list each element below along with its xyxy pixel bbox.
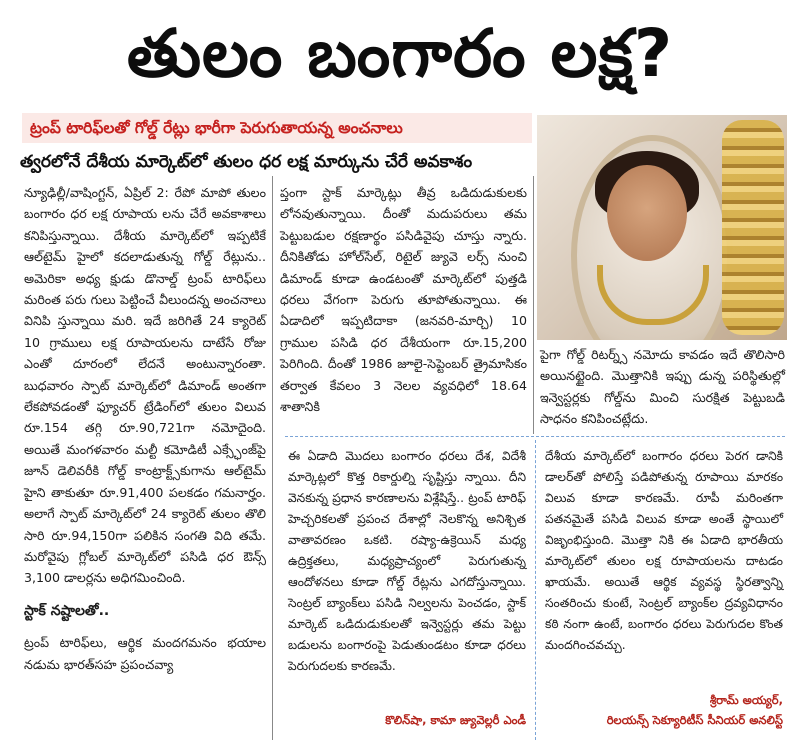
article-column-2: [280, 182, 527, 417]
kicker: ట్రంప్ టారిఫ్‌లతో గోల్డ్ రేట్లు భారీగా పెరుగుతాయన్న అంచనాలు: [22, 113, 532, 143]
article-paragraph: ట్రంప్ టారిఫ్‌లు, ఆర్థిక మందగమనం భయాల నడుమ భారత్‌సహ ప్రపంచవ్యా: [24, 635, 266, 672]
expert-quote-left: [288, 446, 526, 677]
expert-quote-right: [545, 446, 783, 656]
face-shape: [607, 165, 687, 261]
quote-signature: కొలిన్‌షా, కామా జ్యువెల్లరీ ఎండీ: [385, 713, 526, 727]
column-divider: [272, 176, 273, 434]
article-column-3: [540, 344, 785, 430]
article-paragraph: న్యూఢిల్లీ/వాషింగ్టన్, ఏప్రిల్ 2: రేపో మాపో తులం బంగారం ధర లక్ష రూపాయ లను చేరే అవకాశాలు కనిపిస్తున్నాయి. దేశీయ మార్కెట్‌లో ఇప్పటికే ఆల్‌టైమ్ హైలో కదలాడుతున్న గోల్డ్ రేట్లును.. అమెరికా అధ్య క్షుడు డొనాల్డ్ ట్రంప్ టారిఫ్‌లు మరింత పరు గులు పెట్టించే వీలుందన్న అంచనాలు వినిపి స్తున్నాయి మరి. ఇదే జరిగితే 24 క్యారెట్ 10 గ్రాములు లక్ష రూపాయలను దాటేసే రోజు ఎంతో దూరంలో లేదనే అంటున్నారంతా. బుధవారం స్పాట్ మార్కెట్‌లో డిమాండ్ అంతగా లేకపోవడంతో ఫ్యూచర్ ట్రేడింగ్‌లో తులం విలువ రూ.154 తగ్గి రూ.90,721గా నమోదైంది. అయితే మంగళవారం మల్టీ కమోడిటీ ఎక్స్ఛేంజ్‌పై జూన్ డెలివరీకి గోల్డ్ కాంట్రాక్ట్స్‌కుగాను ఆల్‌టైమ్ హైని తాకుతూ రూ.91,400 పలకడం గమనార్హం. అలాగే స్పాట్ మార్కెట్‌లో 24 క్యారెట్ తులం తొలి సారి రూ.94,150గా పలికిన సంగతి విది తమే. మరోవైపు గ్లోబల్ మార్కెట్‌లో పసిడి ధర ఔన్స్ 3,100 డాలర్లను అధిగమించింది.: [24, 185, 266, 586]
headline: తులం బంగారం లక్ష?: [126, 15, 674, 92]
gold-jewellery-shape: [722, 120, 784, 335]
quote-signature-name: శ్రీరామ్ అయ్యర్,: [709, 693, 783, 707]
column-divider: [533, 176, 534, 434]
column-divider: [272, 434, 273, 740]
quote-box-border: [285, 436, 785, 437]
section-subhead: స్టాక్ నష్టాలతో..: [24, 602, 110, 619]
quote-text: దేశీయ మార్కెట్‌లో బంగారం ధరలు పెరగ డానికి డాలర్‌తో పోలిస్తే పడిపోతున్న రూపాయి మారకం విలువ కూడా కారణమే. రూపీ మరింతగా పతనమైతే పసిడి విలువ కూడా అంతే స్థాయిలో విజృంభిస్తుంది. మొత్తా నికి ఈ ఏడాది భారతీయ మార్కెట్‌లో తులం లక్ష రూపాయలను దాటడం ఖాయమే. అయితే ఆర్థిక వ్యవస్థ స్థిరత్వాన్ని సంతరించు కుంటే, సెంట్రల్ బ్యాంక్‌ల ద్రవ్యవిధానం కఠి నంగా ఉంటే, బంగారం ధరలు పెరుగుదల కొంత మందగించవచ్చు.: [545, 449, 783, 652]
article-paragraph: ప్తంగా స్టాక్ మార్కెట్లు తీవ్ర ఒడిదుడుకులకు లోనవుతున్నాయి. దీంతో మదుపరులు తమ పెట్టుబడుల రక్షణార్థం పసిడివైపు చూస్తు న్నారు. దీనికితోడు హోల్‌సేల్, రిటైల్ జ్యువె లర్స్ నుంచి డిమాండ్ కూడా ఉండటంతో మార్కెట్‌లో పుత్తడి ధరలు వేగంగా పెరుగు తూపోతున్నాయి. ఈ ఏడాదిలో ఇప్పటిదాకా (జనవరి-మార్చి) 10 గ్రాముల పసిడి ధర దేశీయంగా రూ.15,200 పెరిగింది. దీంతో 1986 జూలై-సెప్టెంబర్ త్రైమాసికం తర్వాత కేవలం 3 నెలల వ్యవధిలో 18.64 శాతానికి: [280, 185, 527, 415]
quote-box-divider: [535, 440, 536, 740]
photo-woman-gold-jewellery: [537, 115, 787, 340]
quote-text: ఈ ఏడాది మొదలు బంగారం ధరలు దేశ, విదేశీ మార్కెట్లలో కొత్త రికార్డుల్ని సృష్టిస్తు న్నాయి. దీని వెనకున్న ప్రధాన కారణాలను విశ్లేషిస్తే.. ట్రంప్ టారిఫ్ హెచ్చరికలతో ప్రపంచ దేశాల్లో నెలకొన్న అనిశ్చిత వాతావరణం ఒకటి. రష్యా-ఉక్రెయిన్ మధ్య ఉద్రిక్తతలు, మధ్యప్రాచ్యంలో పెరుగుతున్న ఆందోళనలు కూడా గోల్డ్ రేట్లను ఎగదోస్తున్నాయి. సెంట్రల్ బ్యాంక్‌లు పసిడి నిల్వలను పెంచడం, స్టాక్ మార్కెట్ ఒడిదుడుకులతో ఇన్వెస్టర్లు తమ పెట్టు బడులను బంగారంపై పెడుతుండటం కూడా ధరలు పెరుగుదలకు కారణమే.: [288, 449, 526, 673]
quote-signature-role: రిలయన్స్ సెక్యూరిటీస్ సీనియర్ అనలిస్ట్: [606, 713, 783, 727]
deck: త్వరలోనే దేశీయ మార్కెట్‌లో తులం ధర లక్ష మార్కును చేరే అవకాశం: [20, 152, 473, 172]
article-column-1: [24, 182, 266, 675]
article-paragraph: పైగా గోల్డ్ రిటర్న్స్ నమోదు కావడం ఇదే తొలిసారి అయినట్టైంది. మొత్తానికి ఇప్పు డున్న పరిస్థితుల్లో ఇన్వెస్టర్లకు గోల్డ్‌ను మించి సురక్షిత పెట్టుబడి సాధనం కనిపించట్లేదు.: [540, 347, 785, 427]
